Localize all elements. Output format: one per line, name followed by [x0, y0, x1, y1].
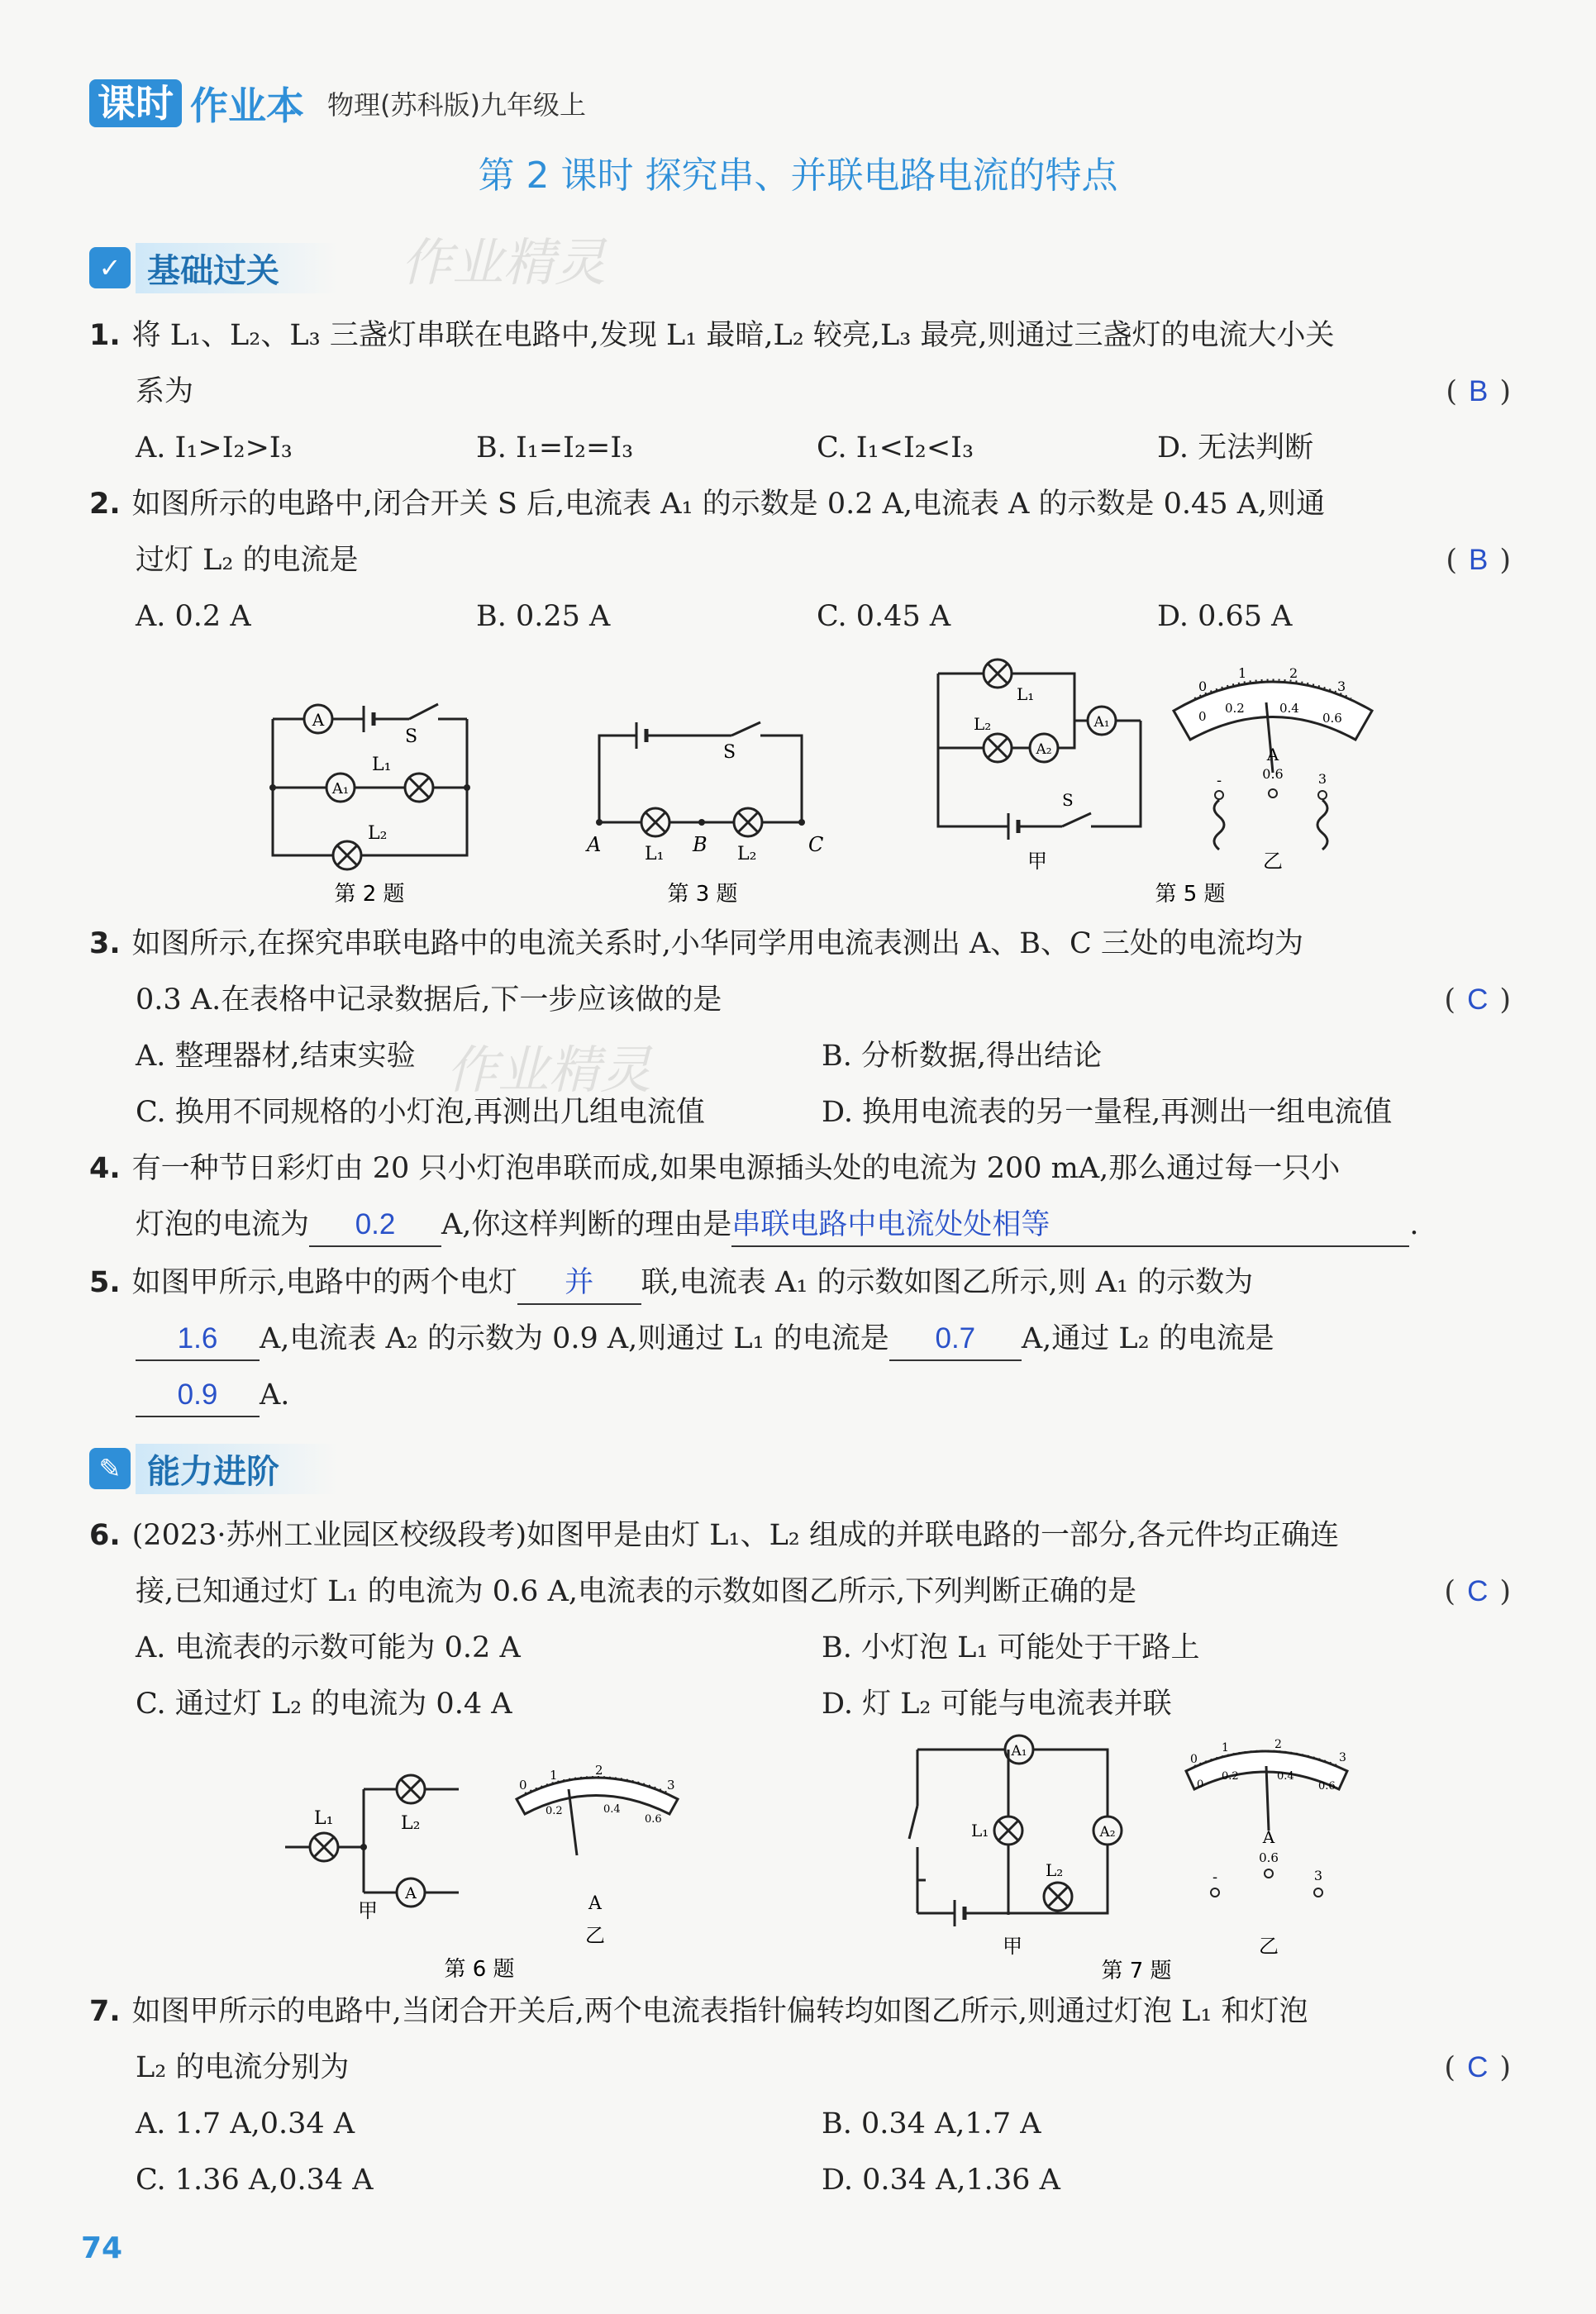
subject-label: 物理(苏科版)九年级上: [327, 89, 586, 121]
label-point-c: C: [808, 833, 824, 856]
question-6: [89, 1507, 1511, 1732]
question-text: 系为: [136, 375, 194, 408]
figure-caption: 第 7 题: [1101, 1959, 1172, 1983]
header: [89, 76, 586, 131]
section-advanced: [89, 1442, 337, 1495]
question-text: (2023·苏州工业园区校级段考)如图甲是由灯 L₁、L₂ 组成的并联电路的一部分,各元件均正确连: [131, 1519, 1340, 1552]
label-l2: L₂: [401, 1813, 421, 1834]
question-text: L₂ 的电流分别为: [136, 2051, 350, 2084]
label-switch: S: [723, 742, 736, 763]
pencil-icon: ✎: [89, 1448, 131, 1489]
option-a: A. 0.2 A: [136, 600, 251, 633]
answer-choice: C: [1467, 1575, 1489, 1607]
svg-text:0: 0: [519, 1778, 527, 1793]
answer-bracket: ( C ): [1444, 983, 1511, 1017]
tick-0: 0: [1198, 678, 1208, 694]
label-l1: L₁: [645, 844, 665, 864]
figures-row-2: [264, 1731, 1422, 1988]
question-number: 2.: [89, 488, 121, 521]
checkbox-icon: ✓: [89, 247, 131, 288]
option-a: A. 电流表的示数可能为 0.2 A: [136, 1631, 521, 1664]
svg-text:0.2: 0.2: [545, 1805, 563, 1817]
tick-0b: 0: [1198, 709, 1207, 724]
svg-text:A: A: [1262, 1827, 1275, 1847]
option-b: B. 分析数据,得出结论: [822, 1040, 1103, 1073]
question-number: 7.: [89, 1995, 121, 2028]
answer-bracket: ( C ): [1444, 2051, 1511, 2084]
tick-1: 1: [1238, 665, 1247, 681]
label-l1: L₁: [1017, 684, 1035, 704]
figure-jia: 甲: [358, 1899, 378, 1922]
question-7: [89, 1983, 1511, 2208]
question-text: 如图甲所示,电路中的两个电灯: [131, 1266, 517, 1299]
question-number: 1.: [89, 319, 121, 352]
label-l2: L₂: [974, 714, 992, 734]
question-4: [89, 1140, 1511, 1253]
label-l2: L₂: [737, 844, 757, 864]
question-1: [89, 307, 1511, 476]
question-text: 如图甲所示的电路中,当闭合开关后,两个电流表指针偏转均如图乙所示,则通过灯泡 L₁ 和灯泡: [131, 1995, 1308, 2028]
svg-text:0.4: 0.4: [603, 1803, 621, 1816]
label-ammeter: A: [312, 710, 325, 730]
question-number: 4.: [89, 1152, 121, 1185]
answer-blank[interactable]: 0.2: [309, 1204, 441, 1247]
lesson-title: 第 2 课时 探究串、并联电路电流的特点: [478, 155, 1118, 197]
answer-blank[interactable]: 0.7: [889, 1318, 1022, 1361]
question-text: 联,电流表 A₁ 的示数如图乙所示,则 A₁ 的示数为: [641, 1266, 1254, 1299]
question-text: 有一种节日彩灯由 20 只小灯泡串联而成,如果电源插头处的电流为 200 mA,那么通过每一只小: [131, 1152, 1341, 1185]
option-a: A. 整理器材,结束实验: [136, 1040, 416, 1073]
answer-choice: B: [1468, 544, 1489, 576]
label-l1: L₁: [372, 755, 392, 775]
question-text: A,电流表 A₂ 的示数为 0.9 A,则通过 L₁ 的电流是: [260, 1322, 889, 1355]
label-switch: S: [1062, 790, 1074, 810]
option-d: D. 灯 L₂ 可能与电流表并联: [822, 1688, 1172, 1721]
svg-text:0: 0: [1197, 1778, 1204, 1791]
tick-2: 2: [1289, 665, 1298, 681]
answer-bracket: ( B ): [1446, 375, 1511, 408]
label-point-b: B: [693, 833, 707, 856]
option-c: C. 0.45 A: [817, 600, 951, 633]
option-a: A. I₁>I₂>I₃: [136, 431, 293, 464]
tick-04: 0.4: [1279, 701, 1299, 716]
label-ammeter: A: [405, 1884, 417, 1902]
question-text: 如图所示的电路中,闭合开关 S 后,电流表 A₁ 的示数是 0.2 A,电流表 A 的示数是 0.45 A,则通: [131, 488, 1326, 521]
figure-jia: 甲: [1003, 1935, 1022, 1958]
svg-text:3: 3: [667, 1778, 675, 1793]
question-text: 接,已知通过灯 L₁ 的电流为 0.6 A,电流表的示数如图乙所示,下列判断正确的是: [136, 1575, 1137, 1608]
svg-text:2: 2: [1274, 1738, 1282, 1751]
option-c: C. I₁<I₂<I₃: [817, 431, 974, 464]
ammeter-dial-q5: [1174, 653, 1372, 850]
ammeter-dial-q6: [517, 1763, 678, 1914]
svg-text:-: -: [1212, 1869, 1218, 1886]
svg-text:2: 2: [595, 1763, 603, 1778]
terminal-06: 0.6: [1262, 766, 1284, 782]
tick-06: 0.6: [1322, 711, 1342, 726]
answer-choice: C: [1467, 983, 1489, 1016]
question-text: .: [1409, 1208, 1419, 1241]
svg-text:0.4: 0.4: [1277, 1770, 1294, 1783]
label-l1: L₁: [314, 1808, 334, 1829]
label-ammeter-a1: A₁: [1011, 1743, 1027, 1759]
section-title: 能力进阶: [136, 1444, 337, 1494]
svg-text:0.2: 0.2: [1222, 1770, 1239, 1783]
answer-blank[interactable]: 0.9: [136, 1374, 260, 1417]
label-ammeter-a2: A₂: [1099, 1824, 1116, 1840]
page-number: 74: [81, 2231, 123, 2265]
question-5: [89, 1255, 1511, 1423]
svg-text:A: A: [588, 1893, 602, 1914]
watermark: 作业精灵: [401, 232, 607, 293]
answer-choice: C: [1467, 2051, 1489, 2083]
answer-blank[interactable]: 并: [517, 1262, 641, 1305]
logo-box: 课时: [89, 79, 182, 127]
tick-02: 0.2: [1225, 701, 1245, 716]
option-c: C. 通过灯 L₂ 的电流为 0.4 A: [136, 1688, 512, 1721]
terminal-minus: -: [1216, 772, 1222, 789]
question-text: 过灯 L₂ 的电流是: [136, 544, 359, 577]
svg-text:1: 1: [1222, 1741, 1229, 1755]
question-text: 将 L₁、L₂、L₃ 三盏灯串联在电路中,发现 L₁ 最暗,L₂ 较亮,L₃ 最亮,则通过三盏灯的电流大小关: [131, 319, 1335, 352]
option-b: B. I₁=I₂=I₃: [476, 431, 634, 464]
question-text: 如图所示,在探究串联电路中的电流关系时,小华同学用电流表测出 A、B、C 三处的电流均为: [131, 927, 1303, 960]
watermark: 作业精灵: [446, 1040, 652, 1100]
logo-text: 作业本: [190, 83, 304, 128]
question-text: 0.3 A.在表格中记录数据后,下一步应该做的是: [136, 983, 722, 1017]
figure-yi: 乙: [585, 1924, 605, 1947]
label-ammeter-a1: A₁: [1093, 714, 1110, 731]
question-text: 灯泡的电流为: [136, 1208, 310, 1241]
option-c: C. 换用不同规格的小灯泡,再测出几组电流值: [136, 1096, 705, 1129]
tick-3: 3: [1337, 678, 1346, 694]
circuit-q6-jia: [285, 1775, 459, 1907]
option-d: D. 0.65 A: [1157, 600, 1293, 633]
option-b: B. 0.25 A: [476, 600, 611, 633]
question-number: 6.: [89, 1519, 121, 1552]
svg-text:0.6: 0.6: [645, 1813, 662, 1826]
label-ammeter-a1: A₁: [331, 780, 350, 798]
option-d: D. 无法判断: [1157, 431, 1314, 464]
question-text: A,通过 L₂ 的电流是: [1021, 1322, 1274, 1355]
option-b: B. 0.34 A,1.7 A: [822, 2107, 1041, 2140]
terminal-3: 3: [1317, 771, 1327, 787]
label-ammeter-a2: A₂: [1036, 741, 1052, 758]
question-2: [89, 476, 1511, 645]
answer-blank[interactable]: 串联电路中电流处处相等: [731, 1204, 1409, 1247]
option-d: D. 0.34 A,1.36 A: [822, 2164, 1060, 2197]
svg-text:0: 0: [1190, 1753, 1198, 1766]
option-b: B. 小灯泡 L₁ 可能处于干路上: [822, 1631, 1200, 1664]
figure-caption: 第 5 题: [1155, 882, 1226, 907]
option-a: A. 1.7 A,0.34 A: [136, 2107, 355, 2140]
figure-caption: 第 6 题: [444, 1957, 515, 1982]
figure-caption: 第 3 题: [667, 882, 738, 907]
svg-text:3: 3: [1313, 1868, 1323, 1883]
label-l2: L₂: [368, 823, 388, 844]
option-d: D. 换用电流表的另一量程,再测出一组电流值: [822, 1096, 1393, 1129]
figure-yi: 乙: [1263, 850, 1283, 873]
svg-text:1: 1: [550, 1768, 558, 1783]
figure-yi: 乙: [1259, 1935, 1279, 1958]
answer-bracket: ( C ): [1444, 1575, 1511, 1608]
label-switch: S: [405, 726, 418, 747]
question-text: A.: [260, 1378, 290, 1412]
label-l1: L₁: [971, 1821, 989, 1840]
section-title: 基础过关: [136, 243, 337, 293]
question-number: 5.: [89, 1266, 121, 1299]
answer-choice: B: [1468, 375, 1489, 407]
svg-text:0.6: 0.6: [1318, 1780, 1336, 1793]
dial-unit: A: [1266, 745, 1279, 764]
answer-blank[interactable]: 1.6: [136, 1318, 260, 1361]
question-number: 3.: [89, 927, 121, 960]
svg-text:0.6: 0.6: [1259, 1850, 1279, 1865]
answer-bracket: ( B ): [1446, 544, 1511, 577]
figure-jia: 甲: [1027, 850, 1047, 873]
question-text: A,你这样判断的理由是: [441, 1208, 732, 1241]
figure-caption: 第 2 题: [334, 882, 405, 907]
circuit-q2: [273, 704, 467, 869]
label-l2: L₂: [1046, 1860, 1064, 1880]
svg-text:3: 3: [1339, 1751, 1346, 1764]
section-basic: [89, 241, 337, 294]
ammeter-dial-q7: [1186, 1738, 1347, 1897]
option-c: C. 1.36 A,0.34 A: [136, 2164, 374, 2197]
figures-row-1: [248, 653, 1405, 917]
label-point-a: A: [587, 833, 602, 856]
question-3: [89, 916, 1511, 1140]
